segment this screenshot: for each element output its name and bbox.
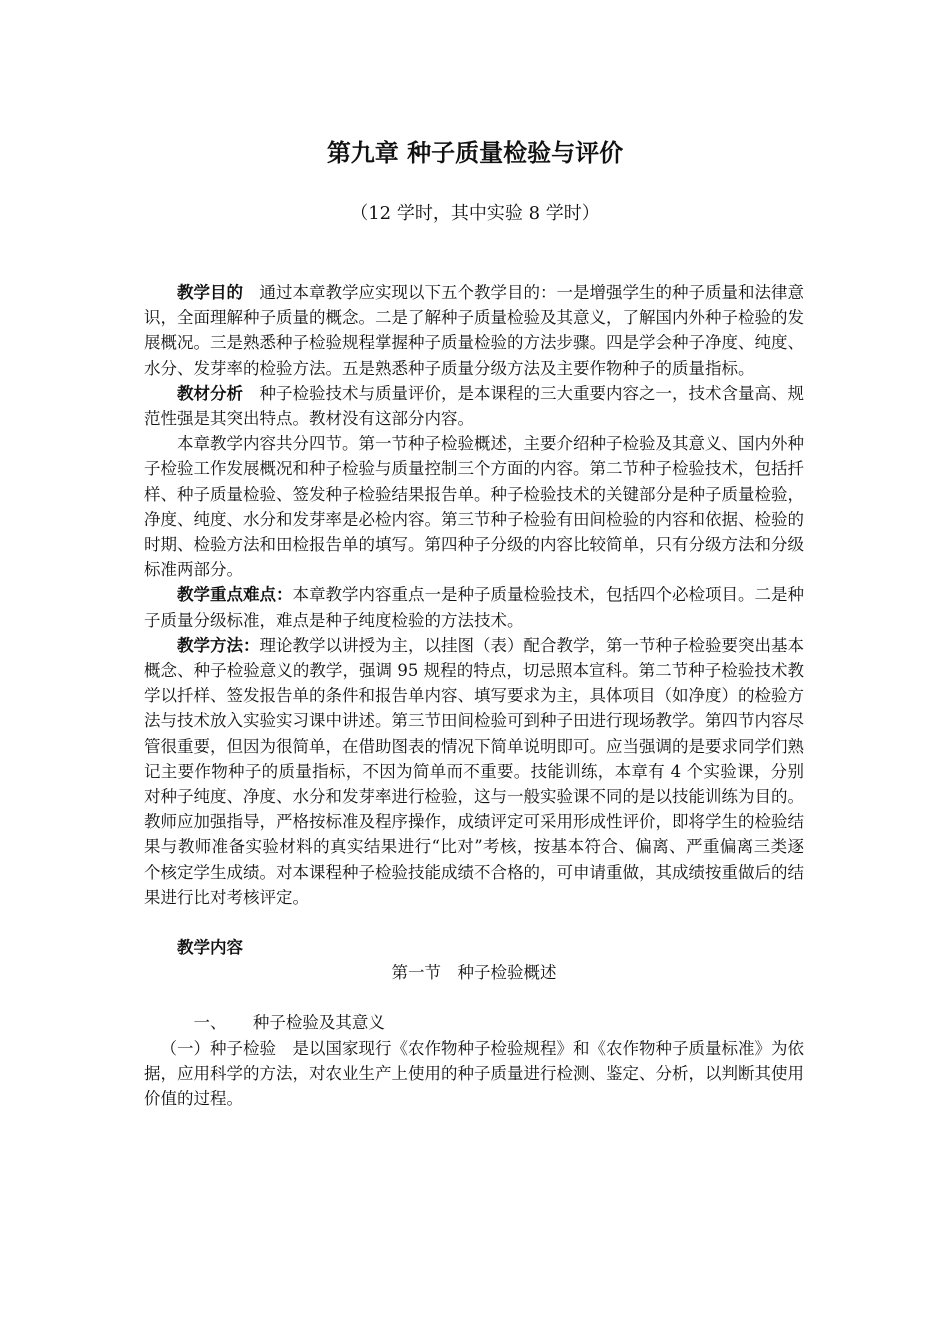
chapter-subtitle: （12 学时，其中实验 8 学时） bbox=[350, 203, 600, 224]
objectives-label: 教学目的 bbox=[177, 283, 243, 302]
spacer bbox=[144, 910, 804, 935]
document-body bbox=[144, 280, 804, 1111]
heading-level-1 bbox=[144, 1010, 804, 1035]
content-overview-paragraph: 本章教学内容共分四节。第一节种子检验概述，主要介绍种子检验及其意义、国内外种子检验工作发展概况和种子检验与质量控制三个方面的内容。第二节种子检验技术，包括扦样、种子质量检验、签发种子检验结果报告单。种子检验技术的关键部分是种子质量检验，净度、纯度、水分和发芽率是必检内容。第三节种子检验有田间检验的内容和依据、检验的时期、检验方法和田检报告单的填写。第四种子分级的内容比较简单，只有分级方法和分级标准两部分。 bbox=[144, 434, 804, 580]
key-points-text: 本章教学内容重点一是种子质量检验技术，包括四个必检项目。二是种子质量分级标准，难点是种子纯度检验的方法技术。 bbox=[144, 585, 804, 630]
sub-section-paragraph bbox=[144, 1036, 804, 1112]
heading-text: 种子检验及其意义 bbox=[252, 1013, 385, 1033]
key-points-paragraph bbox=[144, 582, 804, 632]
methods-text: 理论教学以讲授为主，以挂图（表）配合教学，第一节种子检验要突出基本概念、种子检验意义的教学，强调 95 规程的特点，切忌照本宣科。第二节种子检验技术教学以扦样、签发报告单的条件和报告单内容、填写要求为主，具体项目（如净度）的检验方法与技术放入实验实习课中讲述。第三节田间检验可到种子田进行现场教学。第四节内容尽管很重要，但因为很简单，在借助图表的情况下简单说明即可。应当强调的是要求同学们熟记主要作物种子的质量指标，不因为简单而不重要。技能训练，本章有 4 个实验课，分别对种子纯度、净度、水分和发芽率进行检验，这与一般实验课不同的是以技能训练为目的。教师应加强指导，严格按标准及程序操作，成绩评定可采用形成性评价，即将学生的检验结果与教师准备实验材料的真实结果进行“比对”考核，按基本符合、偏离、严重偏离三类逐个核定学生成绩。对本课程种子检验技能成绩不合格的，可申请重做，其成绩按重做后的结果进行比对考核评定。 bbox=[144, 635, 804, 907]
heading-number: 一、 bbox=[193, 1013, 227, 1033]
methods-label: 教学方法： bbox=[177, 635, 260, 655]
objectives-text: 通过本章教学应实现以下五个教学目的：一是增强学生的种子质量和法律意识，全面理解种子质量的概念。二是了解种子质量检验及其意义，了解国内外种子检验的发展概况。三是熟悉种子检验规程掌握种子质量检验的方法步骤。四是学会种子净度、纯度、水分、发芽率的检验方法。五是熟悉种子质量分级方法及主要作物种子的质量指标。 bbox=[144, 283, 804, 378]
chapter-title: 第九章 种子质量检验与评价 bbox=[326, 139, 624, 167]
content-heading: 教学内容 bbox=[177, 938, 243, 958]
spacer bbox=[144, 985, 804, 1010]
analysis-text: 种子检验技术与质量评价，是本课程的三大重要内容之一，技术含量高、规范性强是其突出特点。教材没有这部分内容。 bbox=[144, 383, 804, 429]
objectives-paragraph bbox=[144, 280, 804, 381]
methods-paragraph bbox=[144, 633, 804, 910]
sub-section-text: 是以国家现行《农作物种子检验规程》和《农作物种子质量标准》为依据，应用科学的方法，对农业生产上使用的种子质量进行检测、鉴定、分析，以判断其使用价值的过程。 bbox=[144, 1038, 804, 1109]
analysis-paragraph bbox=[144, 381, 804, 431]
section-title: 第一节 种子检验概述 bbox=[391, 963, 557, 983]
analysis-label: 教材分析 bbox=[177, 383, 243, 403]
key-points-label: 教学重点难点： bbox=[177, 585, 293, 605]
sub-section-label: （一）种子检验 bbox=[160, 1038, 276, 1058]
